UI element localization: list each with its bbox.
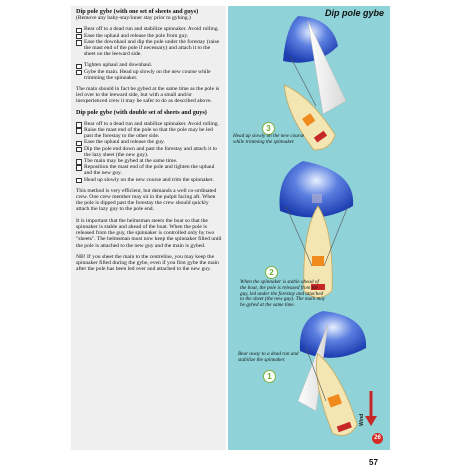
instructions-text: [76, 9, 222, 277]
checkbox-icon: [76, 147, 82, 153]
checkbox-icon: [76, 178, 82, 184]
wind-label: Wind: [359, 413, 365, 426]
step-item: Head up slowly on the new course and trim the spinnaker.: [76, 177, 222, 183]
checkbox-icon: [76, 70, 82, 76]
page-number: 57: [369, 458, 378, 467]
paragraph: It is important that the helmsman steers the boat so that the spinnaker is stable and ahead of the boat. When the pole is released from the guy, the spinnaker is controlled only by two "sheets". The helmsman must now keep the spinnaker filled until the pole is attached to the new guy and the main is gybed.: [76, 217, 222, 249]
section1-heading: Dip pole gybe (with one set of sheets and guys): [76, 8, 199, 15]
figure-badge: 26: [372, 433, 383, 444]
spinnaker: [283, 16, 338, 63]
section1-subheading: (Remove any baby-stay/inner stay prior to gybing.): [76, 15, 191, 22]
step-item: Ease the uphaul and release the guy.: [76, 139, 222, 145]
step-item: Ease the downhaul and dip the pole under the forestay (raise the mast end of the pole if necessary) and attach it to the sheet on the leeward side.: [76, 39, 222, 58]
checkbox-icon: [76, 165, 82, 171]
illustration-title: Dip pole gybe: [324, 8, 384, 18]
pole-window: [312, 194, 322, 203]
step-caption: When the spinnaker is stable ahead of the boat, the pole is released from the guy, led under the forestay and attached to the sheet (the new guy). The main may be gybed at the same time.: [240, 279, 326, 309]
boat-2: [279, 161, 353, 298]
step-number-badge: 3: [262, 122, 275, 135]
step-caption: Head up slowly on the new course while trimming the spinnaker.: [233, 133, 305, 145]
step-item: Dip the pole end down and past the forestay and attach it to the lazy sheet (the new guy).: [76, 146, 222, 158]
step-number-badge: 2: [265, 266, 278, 279]
spinnaker: [300, 311, 366, 358]
step-item: Tighten uphaul and downhaul.: [76, 62, 222, 68]
step-item: Raise the mast end of the pole so that the pole may be led past the forestay to the other side.: [76, 127, 222, 139]
step-number-badge: 1: [263, 370, 276, 383]
illustration-panel: [228, 6, 390, 450]
checkbox-icon: [76, 40, 82, 46]
boat-1: [298, 311, 366, 439]
paragraph: NB! If you sheet the main to the centreline, you may keep the spinnaker filled during the gybe, even if you first gybe the main after the pole has been led over and attached to the new guy.: [76, 253, 219, 273]
cabin: [312, 256, 324, 266]
step-item: Bear off to a dead run and stabilize spinnaker. Avoid rolling.: [76, 26, 222, 32]
step-item: Reposition the mast end of the pole and tighten the uphaul and the new guy.: [76, 164, 222, 176]
gybe-illustration: [228, 6, 390, 450]
step-item: Bear off to a dead run and stabilize spinnaker. Avoid rolling.: [76, 121, 222, 127]
step-item: Gybe the main. Head up slowly on the new course while trimming the spinnaker.: [76, 69, 222, 81]
step-caption: Bear away to a dead run and stabilize the spinnaker.: [238, 351, 299, 363]
wind-arrow-icon: [365, 391, 377, 426]
step-item: Ease the uphaul and release the pole from guy.: [76, 33, 222, 39]
paragraph: This method is very efficient, but demands a well co-ordinated crew. One crew member may sit in the pulpit facing aft. When the pole is dipped past the forestay the crew should quickly attach the lazy guy to the pole end.: [76, 187, 217, 213]
checkbox-icon: [76, 128, 82, 134]
step-item: The main may be gybed at the same time.: [76, 158, 222, 164]
section2-heading: Dip pole gybe (with double set of sheets and guys): [76, 108, 207, 116]
section1-note: The main should in fact be gybed at the same time as the pole is led over to the leeward side, but with a small and/or inexperienced crew it may be safer to do as described above.: [76, 86, 220, 105]
